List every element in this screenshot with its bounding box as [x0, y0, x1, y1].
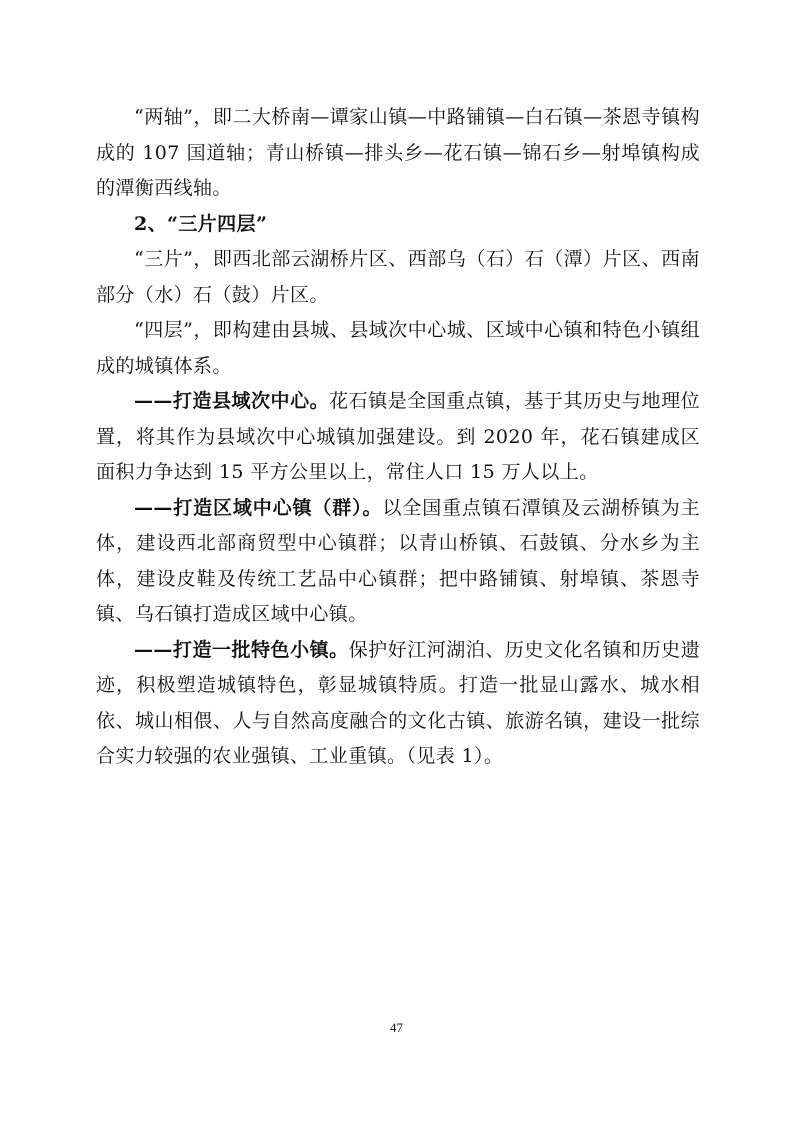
page-number: 47 — [390, 1020, 403, 1035]
subheading-regional-center-towns: ——打造区域中心镇（群）。 — [134, 496, 383, 519]
paragraph-featured-small-towns-text: 保护好江河湖泊、历史文化名镇和历史遗迹，积极塑造城镇特色，彰显城镇特质。打造一批显山露水、城水相依、城山相偎、人与自然高度融合的文化古镇、旅游名镇，建设一批综合实力较强的农业强镇、工业重镇。（见表 1）。 — [96, 638, 700, 767]
paragraph-regional-center-towns — [96, 491, 700, 633]
paragraph-regional-center-towns-text: 以全国重点镇石潭镇及云湖桥镇为主体，建设西北部商贸型中心镇群；以青山桥镇、石鼓镇、分水乡为主体，建设皮鞋及传统工艺品中心镇群；把中路铺镇、射埠镇、茶恩寺镇、乌石镇打造成区域中心镇。 — [96, 496, 700, 625]
paragraph-four-levels: “四层”，即构建由县城、县域次中心城、区域中心镇和特色小镇组成的城镇体系。 — [96, 319, 700, 377]
paragraph-two-axes: “两轴”，即二大桥南—谭家山镇—中路铺镇—白石镇—茶恩寺镇构成的 107 国道轴；青山桥镇—排头乡—花石镇—锦石乡—射埠镇构成的潭衡西线轴。 — [96, 106, 700, 199]
paragraph-county-subcenter — [96, 384, 700, 491]
body-text — [96, 100, 700, 775]
paragraph-three-areas: “三片”，即西北部云湖桥片区、西部乌（石）石（潭）片区、西南部分（水）石（鼓）片区。 — [96, 248, 700, 306]
section-heading-three-areas-four-levels: 2、“三片四层” — [134, 212, 268, 235]
subheading-featured-small-towns: ——打造一批特色小镇。 — [134, 638, 349, 661]
paragraph-county-subcenter-text: 花石镇是全国重点镇，基于其历史与地理位置，将其作为县域次中心城镇加强建设。到 2020 年，花石镇建成区面积力争达到 15 平方公里以上，常住人口 15 万人以上。 — [96, 390, 700, 483]
subheading-county-subcenter: ——打造县域次中心。 — [134, 390, 330, 412]
paragraph-featured-small-towns — [96, 633, 700, 775]
